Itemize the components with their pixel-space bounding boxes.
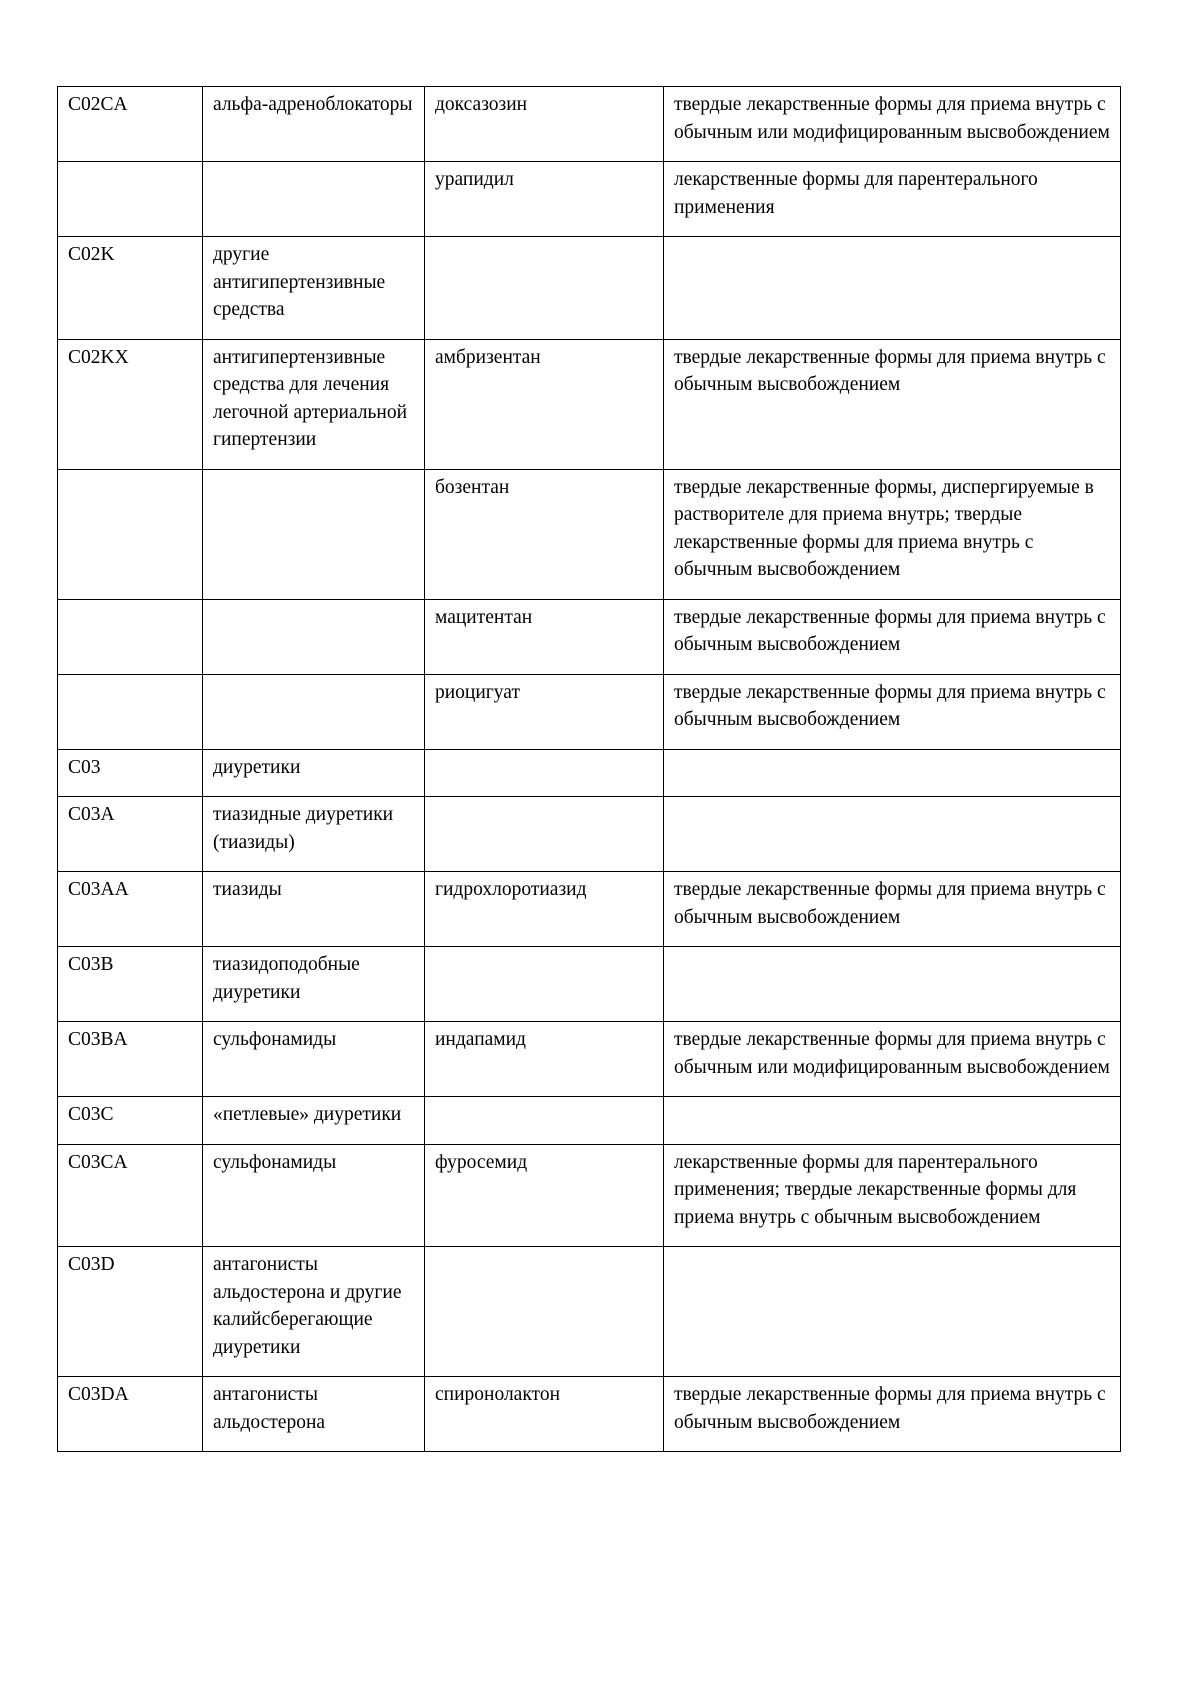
table-row [58,749,1121,797]
drug-cell [425,1097,664,1145]
table-row [58,1097,1121,1145]
table-row [58,674,1121,749]
group-cell: антигипертензивные средства для лечения легочной артериальной гипертензии [203,339,425,469]
group-cell: тиазиды [203,872,425,947]
table-row [58,1144,1121,1247]
group-cell: антагонисты альдостерона [203,1377,425,1452]
drug-cell: мацитентан [425,599,664,674]
drug-cell: доксазозин [425,87,664,162]
dosage-form-cell: твердые лекарственные формы для приема внутрь с обычным высвобождением [664,674,1121,749]
table-row [58,162,1121,237]
atc-code-cell: C02CA [58,87,203,162]
table-row [58,947,1121,1022]
atc-code-cell: C02KX [58,339,203,469]
group-cell: диуретики [203,749,425,797]
drug-cell: фуросемид [425,1144,664,1247]
group-cell [203,674,425,749]
group-cell: сульфонамиды [203,1144,425,1247]
drug-cell: урапидил [425,162,664,237]
atc-code-cell [58,162,203,237]
atc-code-cell: C02K [58,237,203,340]
dosage-form-cell: твердые лекарственные формы для приема внутрь с обычным или модифицированным высвобождением [664,1022,1121,1097]
group-cell: тиазидоподобные диуретики [203,947,425,1022]
table-row [58,797,1121,872]
drug-cell: бозентан [425,469,664,599]
drug-cell [425,237,664,340]
dosage-form-cell [664,1247,1121,1377]
table-row [58,339,1121,469]
drug-cell: амбризентан [425,339,664,469]
atc-code-cell: C03BA [58,1022,203,1097]
atc-code-cell: C03DA [58,1377,203,1452]
dosage-form-cell [664,749,1121,797]
table-body [58,87,1121,1452]
drug-cell [425,1247,664,1377]
drug-cell [425,797,664,872]
dosage-form-cell: твердые лекарственные формы для приема внутрь с обычным высвобождением [664,872,1121,947]
drug-cell [425,947,664,1022]
drug-cell: риоцигуат [425,674,664,749]
dosage-form-cell: твердые лекарственные формы для приема внутрь с обычным или модифицированным высвобождением [664,87,1121,162]
dosage-form-cell: твердые лекарственные формы для приема внутрь с обычным высвобождением [664,339,1121,469]
group-cell: альфа-адреноблокаторы [203,87,425,162]
dosage-form-cell: твердые лекарственные формы, диспергируемые в растворителе для приема внутрь; твердые лекарственные формы для приема внутрь с обычным высвобождением [664,469,1121,599]
group-cell: «петлевые» диуретики [203,1097,425,1145]
table-row [58,1022,1121,1097]
group-cell [203,599,425,674]
atc-code-cell [58,469,203,599]
drug-cell: гидрохлоротиазид [425,872,664,947]
atc-code-cell: C03 [58,749,203,797]
table-row [58,872,1121,947]
atc-code-cell [58,674,203,749]
atc-code-cell: C03C [58,1097,203,1145]
group-cell: тиазидные диуретики (тиазиды) [203,797,425,872]
dosage-form-cell [664,1097,1121,1145]
dosage-form-cell: лекарственные формы для парентерального применения [664,162,1121,237]
group-cell [203,469,425,599]
dosage-form-cell [664,797,1121,872]
drug-cell: спиронолактон [425,1377,664,1452]
table-row [58,1377,1121,1452]
table-row [58,237,1121,340]
atc-code-cell: C03B [58,947,203,1022]
atc-code-cell [58,599,203,674]
drug-cell [425,749,664,797]
document-page [57,86,1120,1452]
atc-code-cell: C03CA [58,1144,203,1247]
table-row [58,87,1121,162]
table-row [58,1247,1121,1377]
atc-code-cell: C03A [58,797,203,872]
dosage-form-cell [664,237,1121,340]
dosage-form-cell: лекарственные формы для парентерального применения; твердые лекарственные формы для приема внутрь с обычным высвобождением [664,1144,1121,1247]
atc-code-cell: C03D [58,1247,203,1377]
group-cell [203,162,425,237]
group-cell: антагонисты альдостерона и другие калийсберегающие диуретики [203,1247,425,1377]
atc-code-cell: C03AA [58,872,203,947]
group-cell: другие антигипертензивные средства [203,237,425,340]
drug-cell: индапамид [425,1022,664,1097]
dosage-form-cell [664,947,1121,1022]
drug-table [57,86,1121,1452]
dosage-form-cell: твердые лекарственные формы для приема внутрь с обычным высвобождением [664,1377,1121,1452]
dosage-form-cell: твердые лекарственные формы для приема внутрь с обычным высвобождением [664,599,1121,674]
table-row [58,599,1121,674]
group-cell: сульфонамиды [203,1022,425,1097]
table-row [58,469,1121,599]
